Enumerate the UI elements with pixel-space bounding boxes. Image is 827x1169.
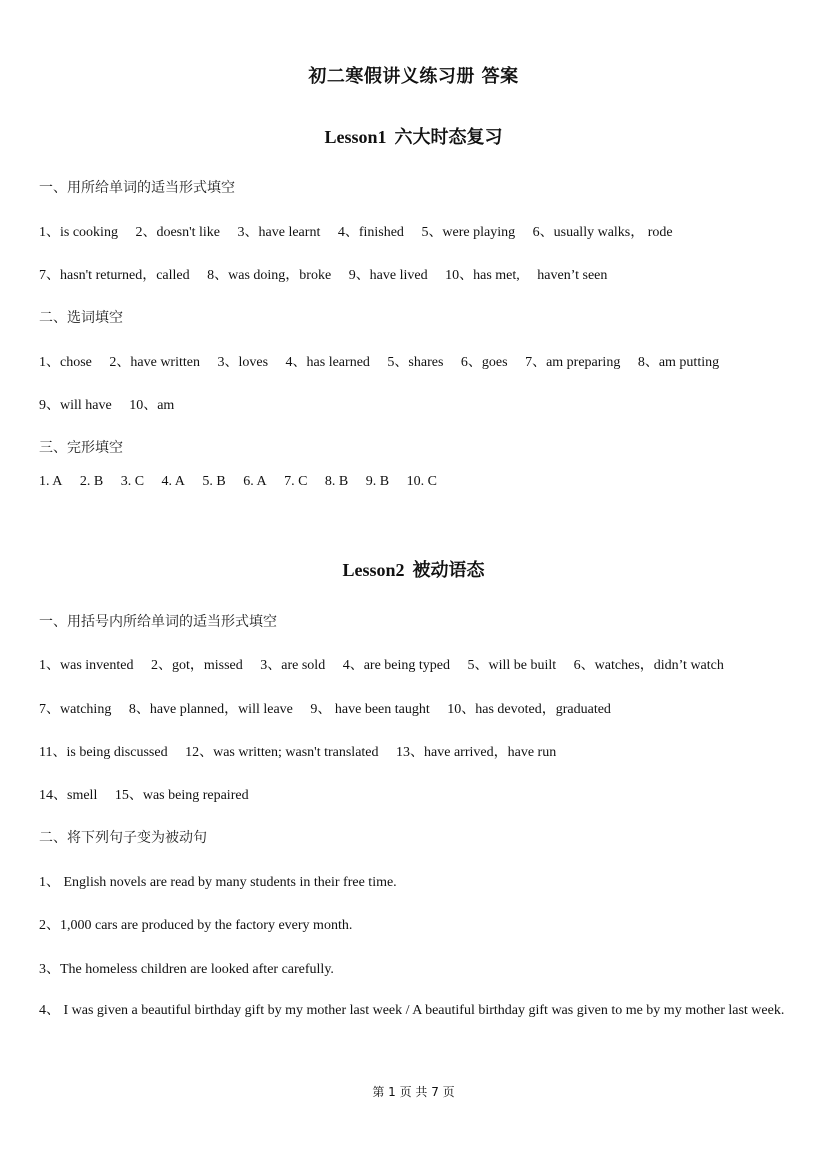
answer-item: 8、am putting bbox=[637, 355, 720, 370]
answer-item: 5、will be built bbox=[467, 658, 557, 673]
answer-item: 10、has met, bbox=[445, 268, 520, 283]
answer-item: 9. B bbox=[365, 474, 390, 489]
lesson2-title-en: Lesson2 bbox=[342, 560, 405, 580]
lesson2-title-zh: 被动语态 bbox=[412, 560, 485, 581]
lesson2-sentence-1: 1、 English novels are read by many students in their free time. bbox=[39, 875, 397, 890]
answer-item: 4、finished bbox=[337, 225, 404, 240]
lesson1-section1-answers-line1 bbox=[39, 221, 687, 241]
answer-item: 2. B bbox=[79, 474, 104, 489]
lesson2-section1-answers-line4 bbox=[39, 784, 263, 804]
lesson1-section1-heading: 一、用所给单词的适当形式填空 bbox=[39, 180, 235, 196]
answer-item: 8、was doing，broke bbox=[207, 268, 332, 283]
answer-item: 13、have arrived，have run bbox=[396, 745, 557, 760]
lesson2-sentence-3: 3、The homeless children are looked after carefully. bbox=[39, 962, 334, 977]
answer-item: 15、was being repaired bbox=[114, 788, 249, 803]
answer-item: 5. B bbox=[202, 474, 226, 489]
answer-item: haven’t seen bbox=[537, 268, 608, 283]
lesson1-title bbox=[0, 123, 827, 149]
answer-item: 9、 have been taught bbox=[310, 702, 430, 717]
answer-item: 4. A bbox=[161, 474, 185, 489]
answer-item: 3、loves bbox=[217, 355, 269, 370]
lesson2-section1-heading: 一、用括号内所给单词的适当形式填空 bbox=[39, 614, 277, 630]
lesson1-section2-answers-line1 bbox=[39, 351, 733, 371]
lesson2-sentence-2: 2、1,000 cars are produced by the factory every month. bbox=[39, 918, 353, 933]
answer-item: 4、are being typed bbox=[342, 658, 450, 673]
lesson2-section1-answers-line1 bbox=[39, 654, 738, 674]
lesson1-title-en: Lesson1 bbox=[324, 127, 387, 147]
answer-item: 6、goes bbox=[460, 355, 508, 370]
answer-item: 2、have written bbox=[109, 355, 200, 370]
answer-item: 6、watches，didn’t watch bbox=[573, 658, 724, 673]
answer-item: 14、smell bbox=[39, 788, 98, 803]
lesson2-section1-answers-line2 bbox=[39, 698, 625, 718]
answer-item: 9、have lived bbox=[348, 268, 428, 283]
lesson1-section2-heading: 二、选词填空 bbox=[39, 310, 123, 326]
answer-item: 3、are sold bbox=[260, 658, 326, 673]
answer-item: 8. B bbox=[324, 474, 349, 489]
answer-item: 7、watching bbox=[39, 702, 112, 717]
answer-item: 6、usually walks， rode bbox=[532, 225, 673, 240]
answer-item: 11、is being discussed bbox=[39, 745, 168, 760]
answer-item: 12、was written; wasn't translated bbox=[185, 745, 379, 760]
answer-item: 10. C bbox=[406, 474, 437, 489]
answer-item: 7. C bbox=[284, 474, 308, 489]
answer-item: 1. A bbox=[39, 474, 63, 489]
lesson1-section1-answers-line2 bbox=[39, 264, 621, 284]
lesson1-title-zh: 六大时态复习 bbox=[394, 127, 503, 148]
answer-item: 9、will have bbox=[39, 398, 112, 413]
answer-item: 6. A bbox=[243, 474, 267, 489]
answer-item: 3. C bbox=[120, 474, 145, 489]
answer-item: 4、has learned bbox=[285, 355, 370, 370]
document-title: 初二寒假讲义练习册 答案 bbox=[308, 66, 519, 87]
answer-item: 7、hasn't returned，called bbox=[39, 268, 190, 283]
lesson2-title bbox=[0, 556, 827, 582]
lesson2-section1-answers-line3 bbox=[39, 741, 570, 761]
answer-item: 10、has devoted，graduated bbox=[447, 702, 611, 717]
lesson1-section3-heading: 三、完形填空 bbox=[39, 440, 123, 456]
answer-item: 8、have planned，will leave bbox=[128, 702, 293, 717]
answer-item: 2、got，missed bbox=[150, 658, 243, 673]
answer-item: 10、am bbox=[129, 398, 175, 413]
lesson2-sentence-4: 4、 I was given a beautiful birthday gift by my mother last week / A beautiful birthday gift was given to me by my mother last week. bbox=[39, 1003, 785, 1018]
answer-item: 3、have learnt bbox=[237, 225, 321, 240]
answer-item: 7、am preparing bbox=[525, 355, 621, 370]
answer-item: 5、were playing bbox=[421, 225, 516, 240]
lesson1-section3-answers-line1 bbox=[39, 474, 451, 490]
answer-item: 1、was invented bbox=[39, 658, 134, 673]
answer-item: 2、doesn't like bbox=[135, 225, 221, 240]
answer-item: 1、chose bbox=[39, 355, 92, 370]
lesson1-section2-answers-line2 bbox=[39, 394, 188, 414]
page-footer: 第 1 页 共 7 页 bbox=[372, 1085, 455, 1099]
answer-item: 1、is cooking bbox=[39, 225, 118, 240]
lesson2-section2-heading: 二、将下列句子变为被动句 bbox=[39, 830, 207, 846]
answer-item: 5、shares bbox=[387, 355, 444, 370]
